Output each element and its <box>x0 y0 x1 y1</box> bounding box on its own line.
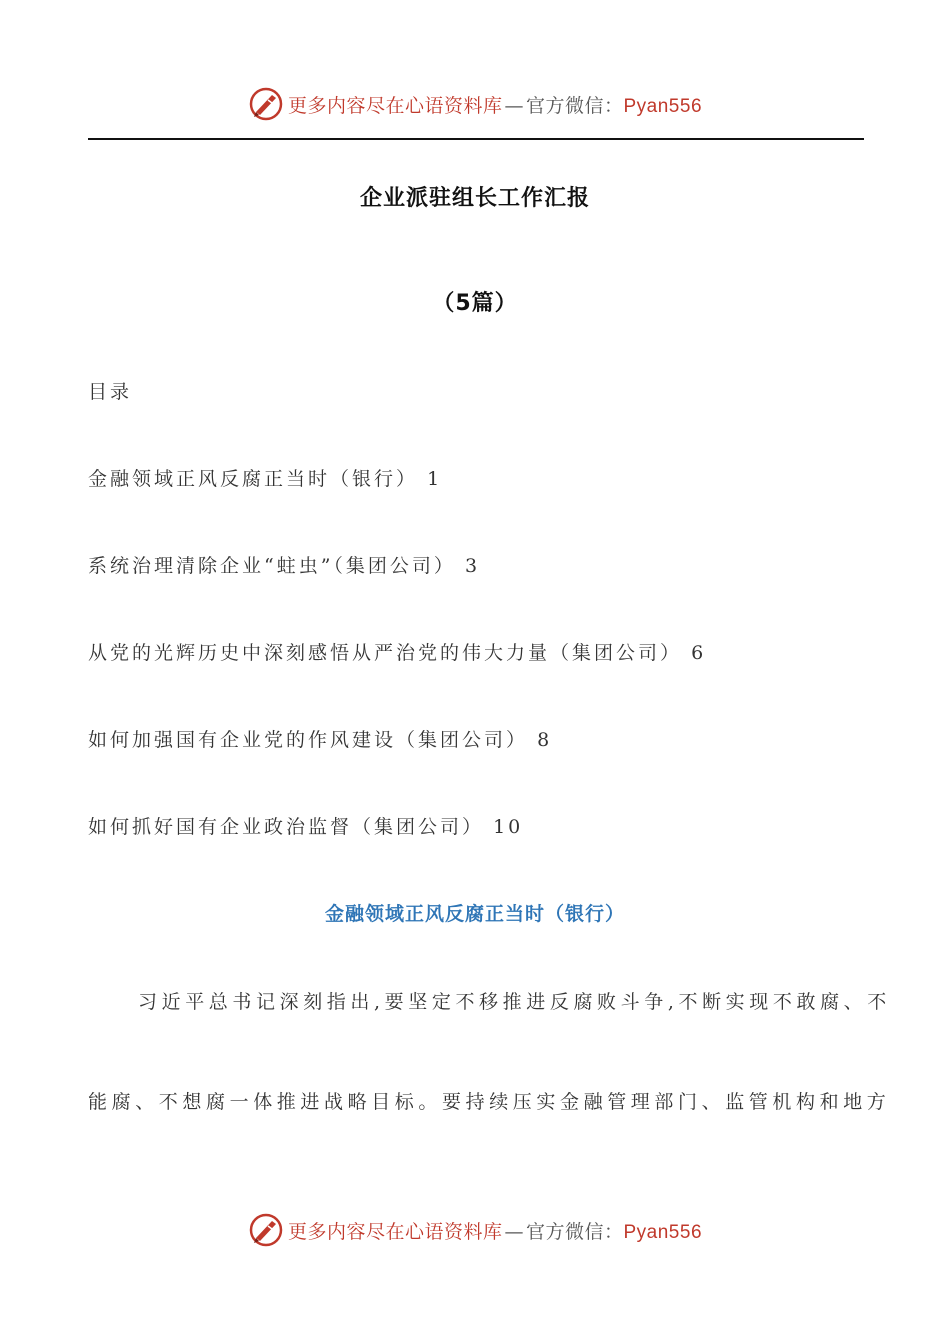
section-heading: 金融领域正风反腐正当时（银行） <box>324 903 625 925</box>
toc-heading: 目录 <box>88 381 133 403</box>
toc-item[interactable] <box>88 551 480 578</box>
toc-item-page: 3 <box>464 555 481 577</box>
document-count: （5篇） <box>432 291 518 316</box>
toc-item-label: 从党的光辉历史中深刻感悟从严治党的伟大力量（集团公司） <box>88 642 683 664</box>
banner-wechat-id: Pyan556 <box>623 1221 703 1243</box>
banner-wechat-label: 官方微信： <box>525 1220 624 1243</box>
banner-wechat-label: 官方微信： <box>525 94 624 117</box>
toc-item-label: 系统治理清除企业“蛀虫”（集团公司） <box>88 555 456 577</box>
body-paragraph-line: 能腐、不想腐一体推进战略目标。要持续压实金融管理部门、监管机构和地方 <box>88 1091 891 1113</box>
toc-item[interactable] <box>88 464 442 491</box>
toc-item-page: 1 <box>427 468 443 490</box>
banner-separator: — <box>504 94 524 117</box>
footer-banner <box>0 1210 950 1250</box>
toc-item[interactable] <box>88 725 552 752</box>
banner-wechat-id: Pyan556 <box>623 95 703 117</box>
banner-text <box>288 91 702 118</box>
pen-logo-icon <box>248 1212 284 1248</box>
toc-item-page: 8 <box>537 729 553 751</box>
toc-item-label: 如何抓好国有企业政治监督（集团公司） <box>88 816 485 838</box>
toc-item-label: 如何加强国有企业党的作风建设（集团公司） <box>88 729 529 751</box>
banner-slogan: 更多内容尽在心语资料库 <box>287 94 503 117</box>
toc-item[interactable] <box>88 812 523 839</box>
toc-item-label: 金融领域正风反腐正当时（银行） <box>88 468 419 490</box>
toc-item-page: 10 <box>493 816 524 838</box>
body-paragraph-line: 习近平总书记深刻指出,要坚定不移推进反腐败斗争,不断实现不敢腐、不 <box>138 991 891 1013</box>
banner-slogan: 更多内容尽在心语资料库 <box>287 1220 503 1243</box>
document-title: 企业派驻组长工作汇报 <box>359 186 590 211</box>
toc-item-page: 6 <box>691 642 707 664</box>
header-banner <box>0 84 950 124</box>
toc-item[interactable] <box>88 638 706 665</box>
pen-logo-icon <box>248 86 284 122</box>
banner-separator: — <box>504 1220 524 1243</box>
banner-text <box>288 1217 702 1244</box>
header-divider <box>88 138 864 140</box>
